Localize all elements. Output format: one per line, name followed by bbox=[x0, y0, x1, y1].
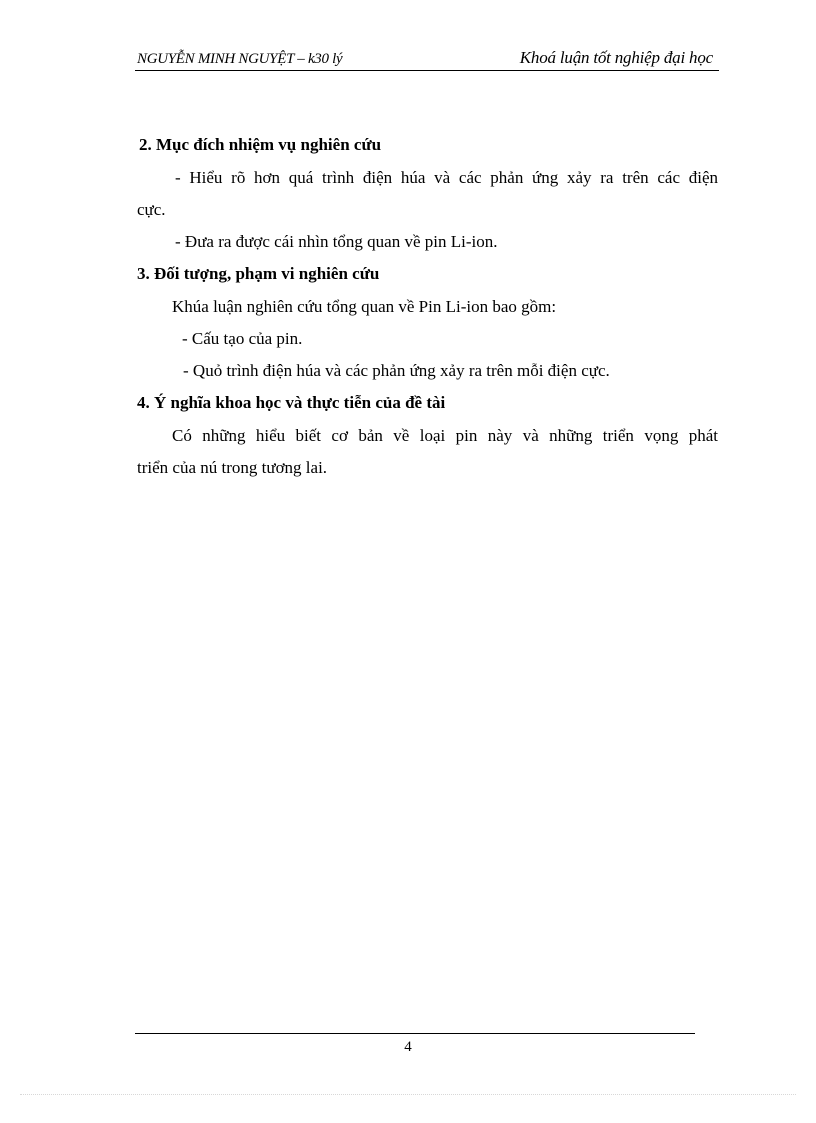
header-author: NGUYỄN MINH NGUYỆT – k30 lý bbox=[137, 51, 343, 67]
section-2-heading: 2. Mục đích nhiệm vụ nghiên cứu bbox=[139, 135, 382, 154]
section-3-intro: Khúa luận nghiên cứu tổng quan về Pin Li-ion bao gồm: bbox=[172, 297, 557, 316]
page-header bbox=[135, 50, 719, 71]
section-2-line-1: - Hiểu rõ hơn quá trình điện húa và các phản ứng xảy ra trên các điện bbox=[175, 168, 718, 187]
section-3-heading: 3. Đối tượng, phạm vi nghiên cứu bbox=[137, 264, 380, 283]
section-3-item-1: - Cấu tạo của pin. bbox=[182, 329, 303, 348]
section-4-line-1: Có những hiểu biết cơ bản về loại pin này và những triển vọng phát bbox=[172, 426, 718, 445]
section-3-item-2: - Quỏ trình điện húa và các phản ứng xảy ra trên mỗi điện cực. bbox=[183, 361, 610, 380]
footer-divider bbox=[135, 1033, 695, 1034]
section-4-heading: 4. Ý nghĩa khoa học và thực tiễn của đề tài bbox=[137, 393, 446, 412]
section-2-line-2: - Đưa ra được cái nhìn tổng quan về pin Li-ion. bbox=[175, 232, 498, 251]
header-thesis-title: Khoá luận tốt nghiệp đại học bbox=[519, 48, 713, 67]
section-2-line-1-cont: cực. bbox=[137, 200, 166, 219]
page-bottom-edge bbox=[20, 1094, 796, 1095]
section-4-line-1-cont: triển của nú trong tương lai. bbox=[137, 458, 328, 477]
page-number: 4 bbox=[404, 1039, 412, 1055]
